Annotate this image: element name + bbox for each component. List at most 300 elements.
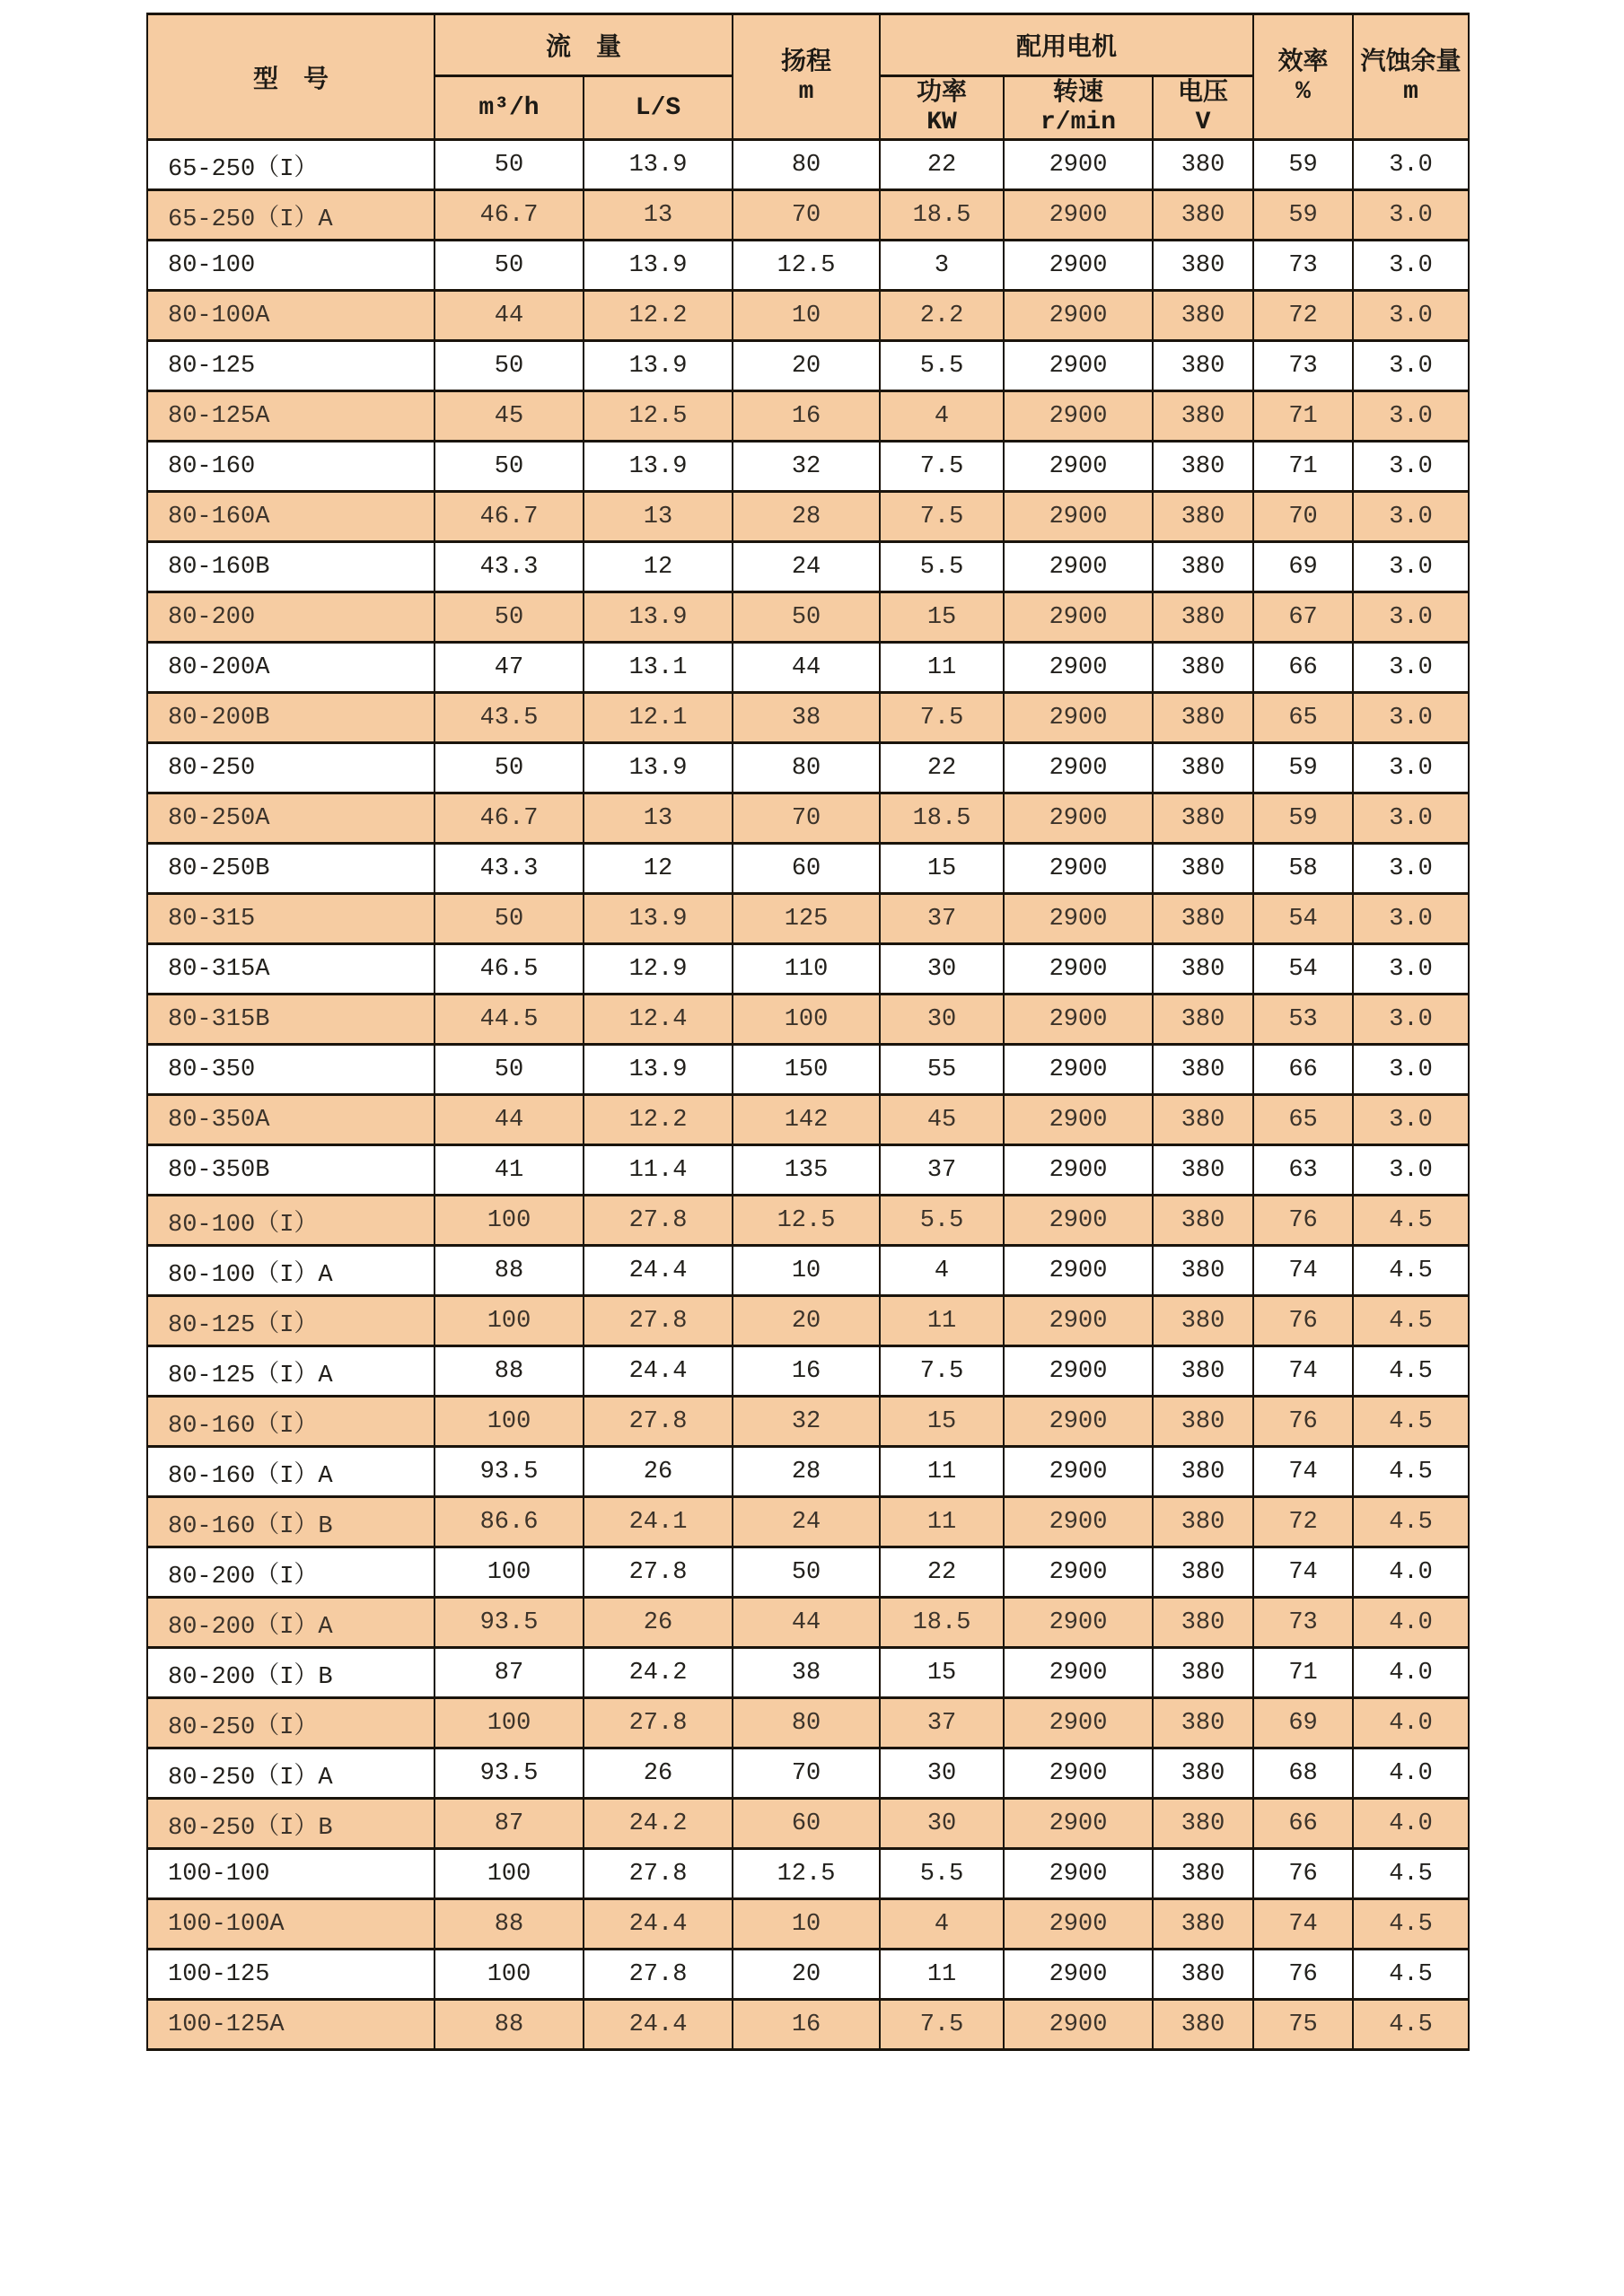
model-cell: 100-125A [147,2000,435,2050]
head-cell: 24 [733,542,880,592]
voltage-cell: 380 [1153,391,1253,442]
flow-ls-cell: 12.1 [584,693,733,743]
voltage-cell: 380 [1153,643,1253,693]
npsh-cell: 3.0 [1353,190,1469,241]
head-cell: 44 [733,1598,880,1648]
speed-title: 转速 [1053,78,1104,106]
npsh-cell: 3.0 [1353,341,1469,391]
power-cell: 15 [880,1397,1004,1447]
power-cell: 4 [880,1246,1004,1296]
head-cell: 12.5 [733,1849,880,1899]
table-row [147,1346,1469,1397]
flow-m3h-cell: 46.7 [435,793,584,844]
npsh-unit: m [1403,77,1418,106]
speed-cell: 2900 [1004,944,1153,995]
flow-m3h-cell: 100 [435,1296,584,1346]
flow-ls-cell: 27.8 [584,1950,733,2000]
flow-ls-cell: 12.2 [584,1095,733,1145]
head-cell: 28 [733,492,880,542]
table-row [147,1196,1469,1246]
power-cell: 2.2 [880,291,1004,341]
efficiency-cell: 76 [1253,1296,1353,1346]
table-row [147,442,1469,492]
flow-ls-cell: 11.4 [584,1145,733,1196]
head-cell: 12.5 [733,241,880,291]
npsh-cell: 3.0 [1353,643,1469,693]
speed-cell: 2900 [1004,1598,1153,1648]
power-cell: 15 [880,844,1004,894]
npsh-cell: 3.0 [1353,140,1469,190]
flow-ls-cell: 27.8 [584,1296,733,1346]
efficiency-cell: 59 [1253,793,1353,844]
power-cell: 4 [880,1899,1004,1950]
flow-m3h-cell: 50 [435,1045,584,1095]
flow-m3h-cell: 43.3 [435,844,584,894]
speed-cell: 2900 [1004,592,1153,643]
efficiency-cell: 54 [1253,944,1353,995]
flow-ls-cell: 24.4 [584,1899,733,1950]
flow-m3h-cell: 45 [435,391,584,442]
speed-cell: 2900 [1004,995,1153,1045]
flow-ls-cell: 12.5 [584,391,733,442]
flow-m3h-cell: 93.5 [435,1748,584,1799]
npsh-cell: 3.0 [1353,1045,1469,1095]
voltage-cell: 380 [1153,1447,1253,1497]
power-cell: 5.5 [880,542,1004,592]
model-cell: 100-100 [147,1849,435,1899]
power-cell: 18.5 [880,793,1004,844]
flow-ls-cell: 13.1 [584,643,733,693]
head-cell: 80 [733,743,880,793]
flow-ls-cell: 13.9 [584,1045,733,1095]
speed-cell: 2900 [1004,1497,1153,1547]
model-cell: 65-250（I） [147,140,435,190]
flow-m3h-cell: 87 [435,1799,584,1849]
table-row [147,1397,1469,1447]
head-cell: 38 [733,693,880,743]
power-cell: 18.5 [880,1598,1004,1648]
flow-m3h-cell: 50 [435,442,584,492]
npsh-cell: 4.5 [1353,1447,1469,1497]
speed-cell: 2900 [1004,1145,1153,1196]
power-cell: 11 [880,1296,1004,1346]
model-cell: 80-125（I） [147,1296,435,1346]
efficiency-cell: 71 [1253,1648,1353,1698]
flow-ls-cell: 24.4 [584,1246,733,1296]
voltage-cell: 380 [1153,894,1253,944]
speed-cell: 2900 [1004,1196,1153,1246]
efficiency-cell: 63 [1253,1145,1353,1196]
model-cell: 80-200（I）A [147,1598,435,1648]
col-header-model: 型 号 [147,14,435,140]
efficiency-cell: 76 [1253,1950,1353,2000]
flow-ls-cell: 27.8 [584,1547,733,1598]
head-cell: 110 [733,944,880,995]
flow-ls-cell: 13.9 [584,592,733,643]
table-row [147,1296,1469,1346]
flow-ls-cell: 13 [584,492,733,542]
model-cell: 80-250（I） [147,1698,435,1748]
head-cell: 38 [733,1648,880,1698]
speed-cell: 2900 [1004,341,1153,391]
efficiency-cell: 66 [1253,1045,1353,1095]
pump-spec-table-container [146,13,1470,2051]
efficiency-cell: 70 [1253,492,1353,542]
flow-ls-cell: 13.9 [584,241,733,291]
speed-cell: 2900 [1004,1246,1153,1296]
efficiency-cell: 66 [1253,1799,1353,1849]
voltage-cell: 380 [1153,241,1253,291]
table-row [147,1447,1469,1497]
model-cell: 80-350B [147,1145,435,1196]
flow-m3h-cell: 50 [435,592,584,643]
efficiency-cell: 73 [1253,341,1353,391]
flow-ls-cell: 13.9 [584,442,733,492]
npsh-cell: 4.5 [1353,1296,1469,1346]
voltage-cell: 380 [1153,1045,1253,1095]
table-row [147,844,1469,894]
table-row [147,391,1469,442]
voltage-cell: 380 [1153,1296,1253,1346]
speed-cell: 2900 [1004,241,1153,291]
efficiency-cell: 74 [1253,1246,1353,1296]
flow-ls-cell: 24.4 [584,1346,733,1397]
flow-ls-cell: 24.2 [584,1648,733,1698]
flow-m3h-cell: 88 [435,1899,584,1950]
head-cell: 50 [733,592,880,643]
model-cell: 80-160A [147,492,435,542]
npsh-cell: 4.0 [1353,1547,1469,1598]
npsh-cell: 3.0 [1353,693,1469,743]
voltage-cell: 380 [1153,1346,1253,1397]
npsh-cell: 4.5 [1353,1899,1469,1950]
head-cell: 70 [733,1748,880,1799]
npsh-cell: 3.0 [1353,592,1469,643]
table-row [147,341,1469,391]
npsh-cell: 3.0 [1353,995,1469,1045]
voltage-cell: 380 [1153,492,1253,542]
power-cell: 5.5 [880,341,1004,391]
flow-m3h-cell: 44.5 [435,995,584,1045]
speed-cell: 2900 [1004,1397,1153,1447]
head-cell: 28 [733,1447,880,1497]
table-header [147,14,1469,140]
head-cell: 142 [733,1095,880,1145]
speed-cell: 2900 [1004,793,1153,844]
npsh-cell: 3.0 [1353,542,1469,592]
efficiency-cell: 65 [1253,693,1353,743]
flow-m3h-cell: 88 [435,2000,584,2050]
head-unit: m [798,77,814,106]
flow-m3h-cell: 46.7 [435,492,584,542]
npsh-cell: 3.0 [1353,1095,1469,1145]
npsh-cell: 3.0 [1353,1145,1469,1196]
efficiency-cell: 71 [1253,442,1353,492]
npsh-cell: 4.0 [1353,1648,1469,1698]
flow-ls-cell: 12 [584,844,733,894]
speed-cell: 2900 [1004,1045,1153,1095]
npsh-cell: 4.5 [1353,1849,1469,1899]
efficiency-cell: 74 [1253,1899,1353,1950]
speed-cell: 2900 [1004,1547,1153,1598]
voltage-cell: 380 [1153,1899,1253,1950]
npsh-cell: 3.0 [1353,944,1469,995]
power-cell: 11 [880,1950,1004,2000]
model-cell: 80-200 [147,592,435,643]
table-row [147,793,1469,844]
power-cell: 22 [880,140,1004,190]
model-cell: 100-100A [147,1899,435,1950]
efficiency-cell: 73 [1253,1598,1353,1648]
flow-m3h-cell: 100 [435,1397,584,1447]
voltage-cell: 380 [1153,190,1253,241]
speed-cell: 2900 [1004,743,1153,793]
power-cell: 30 [880,944,1004,995]
speed-cell: 2900 [1004,844,1153,894]
npsh-cell: 3.0 [1353,894,1469,944]
table-row [147,291,1469,341]
model-cell: 80-315A [147,944,435,995]
model-cell: 80-250 [147,743,435,793]
speed-cell: 2900 [1004,1095,1153,1145]
speed-cell: 2900 [1004,894,1153,944]
npsh-cell: 4.5 [1353,1397,1469,1447]
col-header-flow-ls: L/S [584,76,733,140]
efficiency-cell: 74 [1253,1346,1353,1397]
flow-m3h-cell: 100 [435,1950,584,2000]
voltage-cell: 380 [1153,1748,1253,1799]
model-cell: 80-250（I）B [147,1799,435,1849]
speed-cell: 2900 [1004,190,1153,241]
npsh-cell: 3.0 [1353,492,1469,542]
power-cell: 18.5 [880,190,1004,241]
model-cell: 80-315B [147,995,435,1045]
voltage-cell: 380 [1153,2000,1253,2050]
npsh-cell: 3.0 [1353,241,1469,291]
table-row [147,1748,1469,1799]
table-row [147,894,1469,944]
flow-m3h-cell: 43.5 [435,693,584,743]
model-cell: 80-200（I）B [147,1648,435,1698]
npsh-cell: 4.5 [1353,1950,1469,2000]
model-cell: 80-125（I）A [147,1346,435,1397]
power-cell: 7.5 [880,442,1004,492]
model-cell: 80-160（I） [147,1397,435,1447]
table-row [147,1598,1469,1648]
model-cell: 80-100（I）A [147,1246,435,1296]
voltage-cell: 380 [1153,844,1253,894]
voltage-cell: 380 [1153,1598,1253,1648]
power-cell: 37 [880,1145,1004,1196]
efficiency-cell: 76 [1253,1196,1353,1246]
power-title: 功率 [917,78,968,106]
efficiency-cell: 73 [1253,241,1353,291]
voltage-cell: 380 [1153,995,1253,1045]
power-unit: KW [926,109,957,137]
power-cell: 5.5 [880,1196,1004,1246]
speed-cell: 2900 [1004,442,1153,492]
table-row [147,693,1469,743]
model-cell: 80-200（I） [147,1547,435,1598]
table-row [147,1849,1469,1899]
flow-m3h-cell: 86.6 [435,1497,584,1547]
head-cell: 80 [733,140,880,190]
voltage-unit: V [1195,109,1211,137]
model-cell: 80-160（I）A [147,1447,435,1497]
efficiency-cell: 69 [1253,1698,1353,1748]
npsh-cell: 4.5 [1353,1246,1469,1296]
npsh-cell: 4.5 [1353,1196,1469,1246]
head-cell: 50 [733,1547,880,1598]
voltage-cell: 380 [1153,1246,1253,1296]
table-row [147,542,1469,592]
flow-ls-cell: 24.4 [584,2000,733,2050]
speed-cell: 2900 [1004,1748,1153,1799]
head-cell: 70 [733,190,880,241]
table-row [147,1547,1469,1598]
voltage-cell: 380 [1153,1547,1253,1598]
flow-m3h-cell: 100 [435,1196,584,1246]
speed-cell: 2900 [1004,140,1153,190]
col-header-flow-group: 流 量 [435,14,733,76]
npsh-title: 汽蚀余量 [1360,47,1462,75]
model-cell: 80-125 [147,341,435,391]
npsh-cell: 3.0 [1353,391,1469,442]
table-row [147,1950,1469,2000]
power-cell: 55 [880,1045,1004,1095]
table-row [147,1497,1469,1547]
voltage-cell: 380 [1153,140,1253,190]
power-cell: 15 [880,1648,1004,1698]
col-header-power [880,76,1004,140]
model-cell: 65-250（I）A [147,190,435,241]
speed-cell: 2900 [1004,1950,1153,2000]
power-cell: 45 [880,1095,1004,1145]
power-cell: 11 [880,1497,1004,1547]
head-cell: 24 [733,1497,880,1547]
pump-spec-table [146,13,1470,2051]
head-cell: 135 [733,1145,880,1196]
head-cell: 150 [733,1045,880,1095]
speed-cell: 2900 [1004,1698,1153,1748]
power-cell: 15 [880,592,1004,643]
table-row [147,1045,1469,1095]
voltage-cell: 380 [1153,1950,1253,2000]
table-row [147,743,1469,793]
efficiency-cell: 76 [1253,1397,1353,1447]
flow-m3h-cell: 88 [435,1346,584,1397]
flow-ls-cell: 13.9 [584,140,733,190]
efficiency-title: 效率 [1277,47,1329,75]
power-cell: 30 [880,1799,1004,1849]
npsh-cell: 4.5 [1353,1497,1469,1547]
model-cell: 80-160B [147,542,435,592]
head-cell: 16 [733,1346,880,1397]
head-cell: 44 [733,643,880,693]
head-cell: 10 [733,1246,880,1296]
flow-m3h-cell: 50 [435,894,584,944]
head-cell: 20 [733,1950,880,2000]
efficiency-cell: 72 [1253,1497,1353,1547]
head-cell: 100 [733,995,880,1045]
model-cell: 80-125A [147,391,435,442]
table-row [147,241,1469,291]
flow-ls-cell: 27.8 [584,1849,733,1899]
voltage-cell: 380 [1153,341,1253,391]
head-cell: 12.5 [733,1196,880,1246]
table-body [147,140,1469,2050]
voltage-cell: 380 [1153,1648,1253,1698]
npsh-cell: 3.0 [1353,743,1469,793]
table-row [147,1145,1469,1196]
speed-cell: 2900 [1004,1849,1153,1899]
head-cell: 32 [733,442,880,492]
voltage-cell: 380 [1153,442,1253,492]
model-cell: 80-200A [147,643,435,693]
head-cell: 80 [733,1698,880,1748]
flow-ls-cell: 13.9 [584,894,733,944]
voltage-cell: 380 [1153,1698,1253,1748]
efficiency-cell: 59 [1253,190,1353,241]
speed-cell: 2900 [1004,391,1153,442]
speed-cell: 2900 [1004,693,1153,743]
flow-m3h-cell: 46.7 [435,190,584,241]
head-cell: 10 [733,1899,880,1950]
flow-m3h-cell: 87 [435,1648,584,1698]
head-cell: 16 [733,391,880,442]
flow-m3h-cell: 46.5 [435,944,584,995]
flow-ls-cell: 26 [584,1447,733,1497]
table-row [147,190,1469,241]
table-row [147,140,1469,190]
head-cell: 70 [733,793,880,844]
flow-ls-cell: 13 [584,793,733,844]
npsh-cell: 4.0 [1353,1698,1469,1748]
power-cell: 7.5 [880,492,1004,542]
voltage-cell: 380 [1153,542,1253,592]
table-row [147,592,1469,643]
head-cell: 60 [733,1799,880,1849]
col-header-head [733,14,880,140]
model-cell: 80-100A [147,291,435,341]
voltage-title: 电压 [1178,78,1229,106]
efficiency-cell: 67 [1253,592,1353,643]
table-row [147,1648,1469,1698]
col-header-motor-group: 配用电机 [880,14,1253,76]
model-cell: 80-200B [147,693,435,743]
npsh-cell: 4.5 [1353,1346,1469,1397]
flow-m3h-cell: 50 [435,341,584,391]
model-cell: 80-100（I） [147,1196,435,1246]
power-cell: 22 [880,1547,1004,1598]
speed-cell: 2900 [1004,291,1153,341]
speed-cell: 2900 [1004,1899,1153,1950]
efficiency-cell: 66 [1253,643,1353,693]
speed-unit: r/min [1040,109,1117,137]
model-cell: 80-100 [147,241,435,291]
speed-cell: 2900 [1004,542,1153,592]
flow-m3h-cell: 44 [435,1095,584,1145]
flow-m3h-cell: 50 [435,743,584,793]
efficiency-cell: 53 [1253,995,1353,1045]
flow-m3h-cell: 50 [435,140,584,190]
npsh-cell: 4.0 [1353,1799,1469,1849]
speed-cell: 2900 [1004,1648,1153,1698]
head-cell: 10 [733,291,880,341]
table-row [147,2000,1469,2050]
efficiency-cell: 59 [1253,743,1353,793]
col-header-voltage [1153,76,1253,140]
